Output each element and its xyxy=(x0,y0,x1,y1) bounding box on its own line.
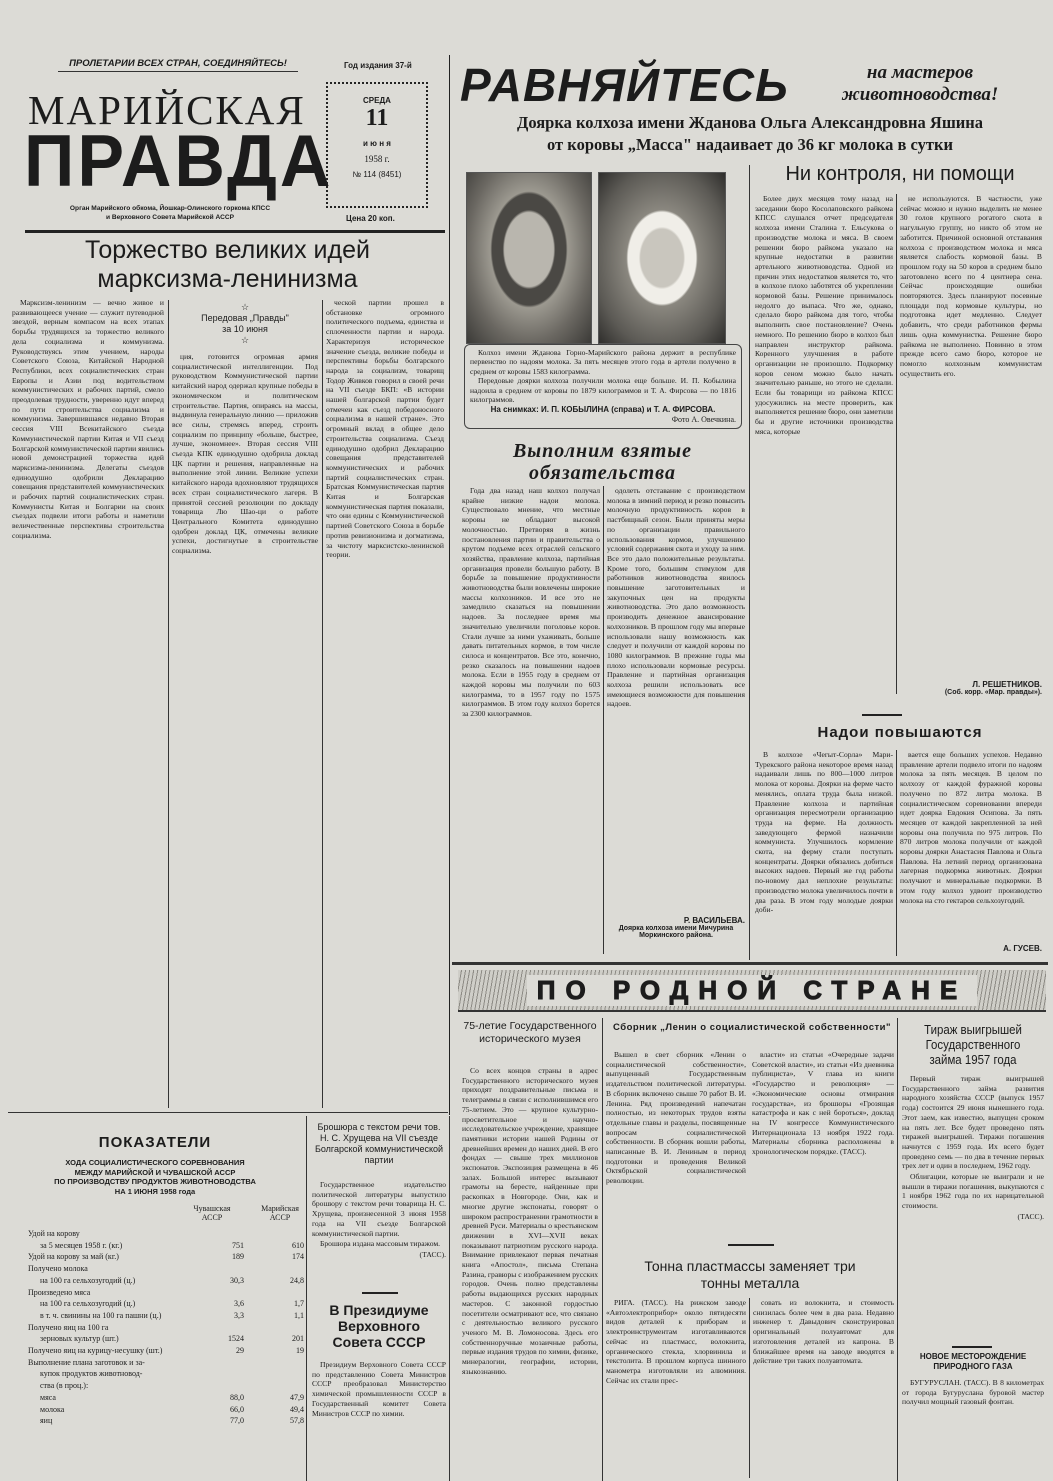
plastics-col1-text: РИГА. (ТАСС). На рижском заводе «Автоэлектроприбор» около пятидесяти видов деталей к приборам и электроинструментам изготавливаются сейчас из пластмасс, волокнита, органического стекла, хлорвинила и текстолита. В прошлом корпуса шинного манометра изготовляли из алюминия. Сейчас их стали прес- xyxy=(606,1298,746,1385)
museum-text: Со всех концов страны в адрес Государственного исторического музея приходят поздравительные письма и телеграммы в связи с исполнившимся его 75-летием. Это — крупное культурно-просветительное и научно-исследовательское учреждение, хранящее памятники истории нашей Родины от древнейших времен до наших дней. В его фондах — свыше трех миллионов экспонатов. Экспозиция размещена в 46 залах. Большой интерес вызывают грамоты на бересте, найденные при раскопках в Новгороде. Они, как и многие другие экспонаты, говорят о широком распространении грамотности в древней Руси. Материалы о крестьянском движении в XVI—XVII веках показывают патриотизм русского народа. Внимание привлекают первая печатная книга «Апостол», письма Степана Разина, гравюры с изображением русских городов. Очень полно представлены работы выдающихся русских народных мастеров. С законной гордостью посетители осматривают все, что связано с деятельностью великого русского ученого М. В. Ломоносова. Здесь его собственноручные мозаичные работы, первые издания трудов по химии, физике, минералогии, географии, истории, языкознанию. xyxy=(462,1066,598,1376)
obligations-signature-role: Доярка колхоза имени Мичурина Моркинского района. xyxy=(618,925,734,939)
value-chuvash xyxy=(200,1263,244,1275)
photo-kobylina xyxy=(466,172,592,344)
editorial-col1-text: Марксизм-ленинизм — вечно живое и развивающееся учение — служит путеводной звездой, верным компасом на всех этапах борьбы трудящихся за торжество великого дела социализма и коммунизма. Руководствуясь этим учением, народы Советского Союза, Китайской Народной Республики, всех социалистических стран Европы и Азии под водительством коммунистических и рабочих партий, смело преодолевая трудности, уверенно идут вперед по пути строительства социализма и коммунизма. Завершившаяся недавно Вторая сессия VIII Всекитайского съезда Коммунистической партии Китая и VII съезд Болгарской коммунистической партии явились новой демонстрацией торжества идей марксизма-ленинизма. Делегаты съездов единодушно одобрили Декларацию совещания представителей коммунистических и рабочих партий социалистических стран. Коммунисты Китая и Болгарии на своих съездах подвели итоги работы и наметили величественные перспективы строительства социализма. xyxy=(12,298,164,540)
page-divider xyxy=(449,55,450,1115)
lottery-p2: Облигации, которые не выиграли и не вышли в тиражи погашения, выкупаются с 1 ноября 1962 года по их нарицательной стоимости. xyxy=(902,1172,1044,1211)
obligations-headline-1: Выполним взятые xyxy=(512,440,693,462)
lenin-collection-col1 xyxy=(606,1050,746,1235)
rubric-line-2: за 10 июня xyxy=(222,324,268,334)
col-rule xyxy=(603,486,604,954)
row-label: Получено яиц на 100 га xyxy=(28,1322,109,1332)
value-chuvash: 77,0 xyxy=(230,1416,244,1426)
gas-body xyxy=(902,1378,1044,1476)
livestock-headline-small-2: животноводства! xyxy=(841,84,999,105)
indicators-subtitle-3: ПО ПРОИЗВОДСТВУ ПРОДУКТОВ ЖИВОТНОВОДСТВА xyxy=(54,1177,256,1186)
obligations-col1 xyxy=(462,486,600,952)
value-chuvash: 88,0 xyxy=(230,1392,244,1402)
table-row xyxy=(28,1251,304,1263)
value-mari: 610 xyxy=(292,1240,304,1250)
organ-line-1: Орган Марийского обкома, Йошкар-Олинского горкома КПСС xyxy=(69,205,271,212)
row-label: на 100 га сельхозугодий (ц.) xyxy=(40,1299,136,1309)
livestock-headline: РАВНЯЙТЕСЬ xyxy=(460,59,789,111)
row-label: Получено молока xyxy=(28,1264,88,1274)
table-row xyxy=(28,1404,304,1416)
table-row xyxy=(28,1275,304,1287)
plastics-col2-text: совать из волокнита, и стоимость снизилась более чем в два раза. Недавно инженер т. Давыдович сконструировал оригинальный полуавтомат для изготовления деталей из капрона. В ближайшее время на заводе вводятся в действие три таких полуавтомата. xyxy=(753,1298,894,1366)
presidium-headline: В Президиуме Верховного Совета СССР xyxy=(329,1302,429,1350)
brochure-headline: Брошюра с текстом речи тов. Н. С. Хрущева на VII съезде Болгарской коммунистической партии xyxy=(314,1122,444,1165)
livestock-subhead-1: Доярка колхоза имени Жданова Ольга Александровна Яшина xyxy=(516,113,984,132)
row-label: Получено яиц на курицу-несушку (шт.) xyxy=(28,1346,163,1356)
short-rule xyxy=(728,1244,774,1246)
indicators-subtitle-4: НА 1 ИЮНЯ 1958 года xyxy=(114,1186,196,1196)
obligations-headline xyxy=(460,440,745,484)
col-rule xyxy=(168,300,169,1108)
brochure-source: (ТАСС). xyxy=(419,1249,446,1259)
presidium-p1: Президиум Верховного Совета СССР по представлению Совета Министров СССР преобразовал Министерство химической промышленности СССР в Государственный комитет Совета Министров СССР по химии. xyxy=(312,1360,446,1418)
brochure-p2: Брошюра издана массовым тиражом. xyxy=(320,1239,441,1249)
table-row xyxy=(28,1368,304,1380)
value-chuvash xyxy=(200,1368,244,1380)
photo-caption xyxy=(464,344,742,429)
indicators-title: ПОКАЗАТЕЛИ xyxy=(98,1134,212,1151)
table-row xyxy=(28,1392,304,1404)
presidium-body xyxy=(312,1360,446,1475)
rubric-line-1: Передовая „Правды" xyxy=(201,313,289,323)
year-of-publication: Год издания 37-й xyxy=(344,61,412,70)
value-mari xyxy=(244,1287,304,1299)
table-row xyxy=(28,1228,304,1240)
no-control-col2 xyxy=(900,194,1042,664)
lottery-p1: Первый тираж выигрышей Государственного займа развития народного хозяйства СССР (выпуск 1957 года) состоится 29 июня нынешнего года. Этот заем, как известно, выпущен сроком на пять лет. Все будет проведено пять тиражей выигрышей. Тиражи погашения начнутся с 1959 года. Их всего будет проведено семь — по два в течение первых трех лет и один в последнем, 1962 году. xyxy=(902,1074,1044,1171)
homeland-banner xyxy=(458,970,1046,1012)
obligations-col1-text: Года два назад наш колхоз получал крайне низкие надои молока. Существовало мнение, что местные коровы не обладают высокой молочностью. Претворяя в жизнь постановления партии и правительства о крутом подъеме всех отраслей сельского хозяйства, правление колхоза, партийная организация провели большую работу. В борьбе за повышение продуктивности животноводства были вовлечены широкие массы колхозников. И все это не замедлило сказаться на повышении надоев. За последнее время мы значительно увеличили поголовье коров. Стали лучше за ними ухаживать, больше давать питательных кормов, в том числе силоса и концентратов. Все это, конечно, резко сказалось на повышении надоев молока. Если в 1955 году в среднем от каждой коровы мы получили по 603 килограмма, то в 1957 году по 1575 килограммов. В этом году колхоз борется за 2300 килограммов. xyxy=(462,486,600,719)
value-mari: 47,9 xyxy=(290,1392,304,1402)
indicators-table xyxy=(28,1228,304,1427)
table-row xyxy=(28,1322,304,1334)
date-box xyxy=(326,82,428,208)
value-mari xyxy=(244,1357,304,1369)
indicators-subtitle-1: ХОДА СОЦИАЛИСТИЧЕСКОГО СОРЕВНОВАНИЯ xyxy=(65,1158,245,1167)
caption-credit: Фото А. Овечкина. xyxy=(671,415,736,425)
value-mari: 19 xyxy=(296,1346,304,1356)
value-mari: 174 xyxy=(292,1252,304,1262)
editorial-headline xyxy=(10,236,445,294)
obligations-signature xyxy=(607,916,745,939)
table-row xyxy=(28,1263,304,1275)
editorial-col3-text: ческой партии прошел в обстановке огромного политического подъема, единства и сплоченности партии и народа. Характеризуя историческое значение съезда, великие победы и перспективы борьбы болгарского народа за социализм, товарищ Тодор Живков говорил в своей речи на VII съезде БКП: «В истории нашей болгарской партии будет отмечен как съезд победоносного социализма в нашей стране». Это огромный вклад в общее дело строительства социализма. Съезд единодушно одобрил Декларацию совещания представителей коммунистических и рабочих партий социалистических стран. Братская Коммунистическая партия Китая и Болгарская коммунистическая партия показали, что они едины с Коммунистической партией Советского Союза в борьбе против ревизионизма и догматизма, за чистоту марксистско-ленинской теории. xyxy=(326,298,444,560)
gas-text: БУГУРУСЛАН. (ТАСС). В 8 километрах от города Бугуруслана буровой мастер получил мощный газовый фонтан. xyxy=(902,1378,1044,1407)
lottery-headline: Тираж выигрышей Государственного займа 1957 года xyxy=(924,1022,1022,1067)
lenin-collection-headline: Сборник „Ленин о социалистической собственности" xyxy=(612,1022,892,1033)
row-label: молока xyxy=(40,1404,65,1414)
yields-col2 xyxy=(900,750,1042,940)
obligations-headline-2: обязательства xyxy=(529,462,676,484)
row-label: купок продуктов животновод- xyxy=(40,1369,143,1379)
section-rule xyxy=(452,962,1048,965)
table-row xyxy=(28,1380,304,1392)
value-chuvash xyxy=(200,1357,244,1369)
no-control-col1-text: Более двух месяцев тому назад на заседании бюро Косолаповского райкома КПСС слушался отчет председателя колхоза имени Сталина т. Ельсукова о производстве молока и мяса. В своем решении бюро райкома указало на крупные недостатки в развитии артельного животноводства. Одной из причин этих недостатков является то, что в колхозе плохо заботятся об укреплении кормовой базы. Решение принималось недолго до выпаса. Что же, однако, сделало бюро райкома для того, чтобы выполнить свое постановление? Очень немного. По решению бюро в колхоз был направлен инструктор райкома. Коренного улучшения в работе организации не произошло. Подкормку коров сеном можно было начать значительно раньше, но этого не сделали. Если бы товарищи из райкома КПСС удосужились на месте проверить, как выполняется решение бюро, они заметили бы и другие источники производства мяса, которые xyxy=(755,194,893,436)
issue-number: № 114 (8451) xyxy=(352,170,402,179)
col-rule xyxy=(602,1018,603,1481)
obligations-signature-name: Р. ВАСИЛЬЕВА. xyxy=(683,916,745,925)
editorial-col3 xyxy=(326,298,444,1108)
yields-col2-text: вается еще больших успехов. Недавно правление артели подвело итоги по надоям молока за пять месяцев. В целом по колхозу от каждой фуражной коровы получено по 872 литра молока. В социалистическом соревновании впереди идет доярка Евдокия Осипова. За пять месяцев от каждой закрепленной за ней коровы она получила по 975 литров. По 870 литров молока получили от каждой коровы доярки Анастасия Павлова и Ольга Павлова. На летний период организована лагерная подкормка животных. Доярки получают и минеральные подкормки. В этом году колхоз удвоит производство молока на сто гектаров сельхозугодий. xyxy=(900,750,1042,905)
value-mari: 57,8 xyxy=(290,1416,304,1426)
row-label: Произведено мяса xyxy=(28,1287,91,1297)
value-chuvash: 29 xyxy=(236,1346,244,1356)
indicators-subtitle-2: МЕЖДУ МАРИЙСКОЙ И ЧУВАШСКОЙ АССР xyxy=(74,1167,236,1177)
editorial-col1 xyxy=(12,298,164,1108)
price: Цена 20 коп. xyxy=(346,214,395,223)
year: 1958 г. xyxy=(364,154,390,164)
editorial-col2 xyxy=(172,352,318,1108)
value-mari: 24,8 xyxy=(290,1275,304,1285)
brochure-body xyxy=(312,1180,446,1280)
row-label: ства (в проц.): xyxy=(40,1381,89,1391)
yields-col1 xyxy=(755,750,893,956)
col-rule xyxy=(749,165,750,960)
row-label: Удой на корову xyxy=(28,1229,80,1238)
no-control-col1 xyxy=(755,194,893,694)
editorial-col2-text: ция, готовится огромная армия социалистической интеллигенции. Под руководством Коммунистической партии китайский народ одержал крупные победы в экономическом и политическом строительстве. Партия, опираясь на массы, выдвинула генеральную линию — приложив все силы, стремясь вперед, строить социализм по принципу «больше, быстрее, лучше, экономнее». Вторая сессия VIII съезда КПК единодушно одобрила доклад ЦК партии и решения, направленные на выполнение этой линии. Великие успехи китайского народа вдохновляют трудящихся всех стран социалистического лагеря. В принятой сессией резолюции по докладу товарища Лю Шао-ци о работе Центрального Комитета единодушно одобрен доклад ЦК, отмечены великие успехи, достигнутые в строительстве социализма. xyxy=(172,352,318,556)
value-mari xyxy=(244,1263,304,1275)
col-rule xyxy=(896,750,897,956)
section-rule xyxy=(8,1112,448,1113)
value-chuvash xyxy=(200,1380,244,1392)
value-chuvash xyxy=(200,1322,244,1334)
table-row xyxy=(28,1287,304,1299)
newspaper-title-line1: МАРИЙСКАЯ xyxy=(28,87,306,133)
value-chuvash: 30,3 xyxy=(230,1275,244,1285)
table-row xyxy=(28,1345,304,1357)
newspaper-title-line2: ПРАВДА xyxy=(24,120,334,202)
row-label: Удой на корову за май (кг.) xyxy=(28,1252,119,1262)
obligations-col2 xyxy=(607,486,745,904)
lottery-source: (ТАСС). xyxy=(1017,1211,1044,1221)
editorial-headline-2: марксизма-ленинизма xyxy=(97,265,358,293)
value-chuvash: 751 xyxy=(232,1240,244,1250)
value-chuvash xyxy=(200,1228,244,1240)
day: 11 xyxy=(365,105,389,131)
brochure-p1: Государственное издательство политической литературы выпустило брошюру с текстом речи товарища Н. С. Хрущева, произнесенной 3 июня 1958 года на VII съезде Болгарской коммунистической партии. xyxy=(312,1180,446,1238)
short-rule xyxy=(862,714,902,716)
star-icon: ☆ xyxy=(240,302,250,312)
col-rule xyxy=(322,300,323,1108)
yields-signature: А. ГУСЕВ. xyxy=(1003,944,1042,953)
slogan: ПРОЛЕТАРИИ ВСЕХ СТРАН, СОЕДИНЯЙТЕСЬ! xyxy=(58,58,298,72)
col-rule xyxy=(897,1018,898,1481)
table-row xyxy=(28,1298,304,1310)
value-mari: 49,4 xyxy=(290,1404,304,1414)
value-chuvash: 3,3 xyxy=(234,1310,244,1320)
no-control-col2-text: не используются. В частности, уже сейчас можно и нужно выделить не менее 30 голов крупного рогатого скота в нагульную группу, но никто об этом не заботится. Причиной основной отставания колхоза с производством молока и мяса является слабость кормовой базы. В прошлом году на 50 коров в среднем было заготовлено всего по 4 центнера сена. Сейчас происходящие ошибки повторяются. Здесь планируют посевные площади под кормовые культуры, но подготовка идет медленно. Следует добавить, что среди работников фермы лишь одна коммунистка. Решение бюро райкома не выполнено. Повинно в этом прежде всего само бюро, которое не помогло колхозным коммунистам осуществить его. xyxy=(900,194,1042,378)
row-label: в т. ч. свинины на 100 га пашни (ц.) xyxy=(40,1310,162,1320)
plastics-col1 xyxy=(606,1298,746,1478)
livestock-subhead-2: от коровы „Масса" надаивает до 36 кг молока в сутки xyxy=(547,135,953,154)
lottery-body xyxy=(902,1074,1044,1309)
livestock-subhead xyxy=(455,112,1045,156)
value-chuvash: 189 xyxy=(232,1252,244,1262)
page-divider xyxy=(449,1116,450,1481)
obligations-col2-text: одолеть отставание с производством молока в зимний период и резко повысить молочную продуктивность коров в пастбищный сезон. Были приняты меры по организации правильного использования кормов, улучшению условий содержания скота и уходу за ним. Все это дало положительные результаты. Кроме того, большим стимулом для работников животноводства явилось повышение заготовительных и закупочных цен на продукты животноводства. Это дало возможность производить денежное авансирование колхозников. В прошлом году мы впервые использовали нашу возможность как следует и получили от каждой коровы по 1080 килограммов. В прежние годы мы плохо использовали кормовые ресурсы. Правление и партийная организация колхоза решили использовать все имеющиеся возможности для повышения надоев. xyxy=(607,486,745,709)
value-mari xyxy=(244,1322,304,1334)
month: и ю н я xyxy=(363,139,391,148)
value-chuvash: 66,0 xyxy=(230,1404,244,1414)
value-chuvash: 3,6 xyxy=(234,1299,244,1309)
gas-headline: НОВОЕ МЕСТОРОЖДЕНИЕ ПРИРОДНОГО ГАЗА xyxy=(919,1352,1027,1371)
masthead-rule xyxy=(25,230,445,233)
weekday: СРЕДА xyxy=(363,96,391,105)
value-chuvash: 1524 xyxy=(228,1334,244,1344)
value-mari: 201 xyxy=(292,1334,304,1344)
yields-col1-text: В колхозе «Чегыт-Сорла» Мари-Турекского района некоторое время назад надаивали лишь по 800—1000 литров молока от коровы. Доярки на ферме часто менялись, оплата труда была низкой. Правление колхоза и партийная организация пересмотрели организацию труда на ферме. На должность заведующего фермой назначили коммуниста. Улучшилось кормление скота, на ферму стали поступать концентраты. Доярки обязались добиться высоких надоев. Первый же год работы по-новому дал неплохие результаты: производство молока увеличилось почти в два раза. В этом году молодые доярки доби- xyxy=(755,750,893,915)
plastics-headline: Тонна пластмассы заменяет три тонны металла xyxy=(644,1258,856,1291)
museum-body xyxy=(462,1066,598,1476)
photo-firsova xyxy=(598,172,726,344)
short-rule xyxy=(952,1346,992,1348)
row-label: зерновых культур (шт.) xyxy=(40,1334,119,1344)
organ-line xyxy=(50,204,290,222)
homeland-banner-text: ПО РОДНОЙ СТРАНЕ xyxy=(527,975,977,1006)
column-header-chuvash: Чувашская АССР xyxy=(193,1204,231,1222)
yields-headline: Надои повышаются xyxy=(817,724,983,741)
table-row xyxy=(28,1357,304,1369)
caption-p1: Колхоз имени Жданова Горно-Марийского района держит в республике первенство по надоям молока. За пять месяцев этого года в артели получено в среднем от коровы 1583 килограмма. xyxy=(470,348,736,376)
row-label: мяса xyxy=(40,1392,56,1402)
table-row xyxy=(28,1240,304,1252)
col-rule xyxy=(896,194,897,694)
star-icon: ☆ xyxy=(240,335,250,345)
table-row xyxy=(28,1310,304,1322)
editorial-headline-1: Торжество великих идей xyxy=(85,236,370,264)
column-header-mari: Марийская АССР xyxy=(261,1204,299,1222)
value-mari xyxy=(244,1228,304,1240)
livestock-headline-small xyxy=(800,62,1040,106)
museum-headline: 75-летие Государственного исторического музея xyxy=(463,1020,597,1045)
livestock-headline-small-1: на мастеров xyxy=(866,62,974,83)
caption-photos: На снимках: И. П. КОБЫЛИНА (справа) и Т. А. ФИРСОВА. xyxy=(490,405,716,415)
no-control-signature-name: Л. РЕШЕТНИКОВ. xyxy=(972,680,1042,689)
no-control-signature xyxy=(900,680,1042,696)
lenin-collection-col1-text: Вышел в свет сборник «Ленин о социалистической собственности», выпущенный Государственным издательством политической литературы. В сборник включено свыше 70 работ В. И. Ленина. Ряд произведений напечатан полностью, из некоторых трудов взяты отдельные главы и разделы, посвященные вопросам социалистической собственности. В сборник вошли работы, написанные В. И. Лениным в период подготовки и проведения Великой Октябрьской социалистической революции. xyxy=(606,1050,746,1186)
table-row xyxy=(28,1333,304,1345)
value-mari xyxy=(244,1380,304,1392)
value-chuvash xyxy=(200,1287,244,1299)
plastics-col2 xyxy=(753,1298,894,1478)
indicators-subtitle xyxy=(10,1158,300,1196)
value-mari: 1,7 xyxy=(294,1299,304,1309)
short-rule xyxy=(362,1292,398,1294)
caption-p2: Передовые доярки колхоза получили молока еще больше. И. П. Кобылина надоила в среднем от коровы по 1879 килограммов и Т. А. Фирсова — по 1816 килограммов. xyxy=(470,376,736,405)
no-control-signature-role: (Соб. корр. «Мар. правды»). xyxy=(944,689,1042,696)
editorial-rubric xyxy=(172,302,318,346)
col-rule xyxy=(749,1298,750,1478)
col-rule xyxy=(306,1116,307,1481)
row-label: Выполнение плана заготовок и за- xyxy=(28,1357,145,1367)
row-label: яиц xyxy=(40,1416,53,1426)
row-label: на 100 га сельхозугодий (ц.) xyxy=(40,1275,136,1285)
value-mari xyxy=(244,1368,304,1380)
lenin-collection-col2-text: власти» из статьи «Очередные задачи Советской власти», из статьи «Из дневника публициста», V глава из книги «Государство и революция» — «Экономические основы отмирания государства», из брошюры «Грозящая катастрофа и как с ней бороться», доклад на IV конгрессе Коммунистического Интернационала 13 ноября 1922 года. Материалы сборника расположены в хронологическом порядке. (ТАСС). xyxy=(752,1050,894,1157)
organ-line-2: и Верховного Совета Марийской АССР xyxy=(105,214,235,221)
value-mari: 1,1 xyxy=(294,1310,304,1320)
row-label: за 5 месяцев 1958 г. (кг.) xyxy=(40,1240,123,1250)
no-control-headline: Ни контроля, ни помощи xyxy=(785,163,1015,185)
lenin-collection-col2 xyxy=(752,1050,894,1235)
table-row xyxy=(28,1415,304,1427)
